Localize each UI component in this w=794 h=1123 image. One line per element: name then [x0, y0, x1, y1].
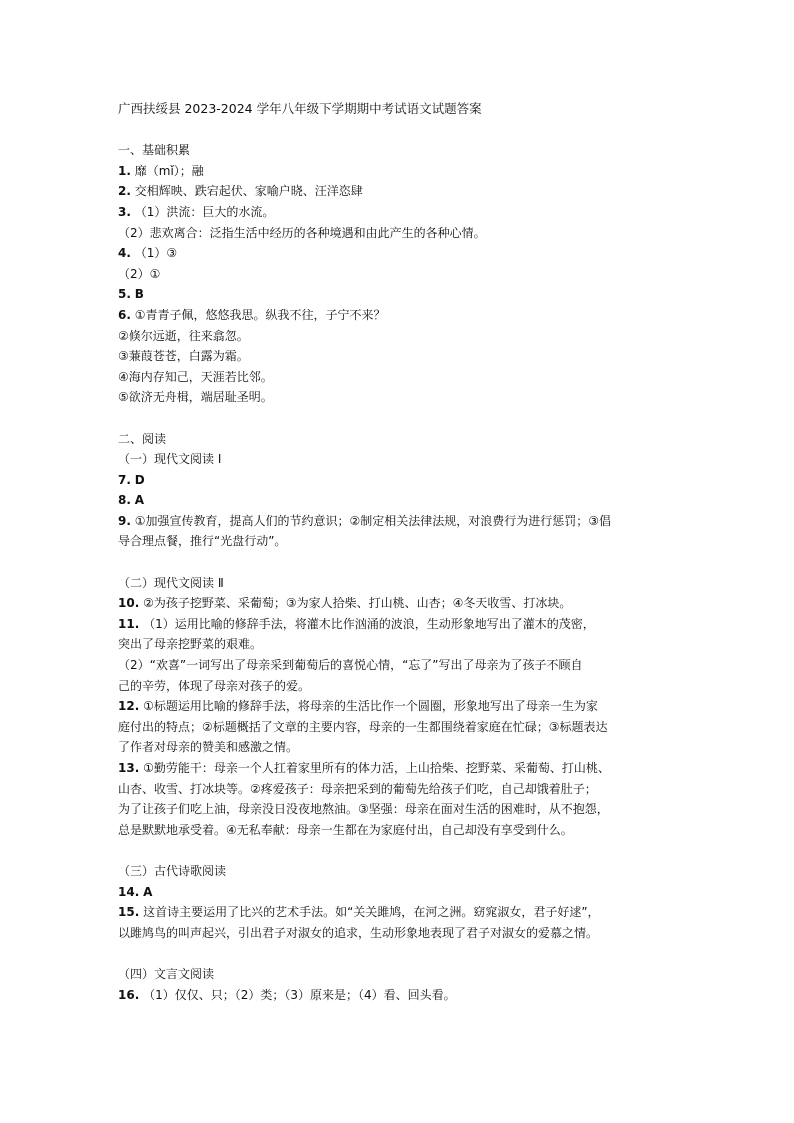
answer-6-line-4: ④海内存知己，天涯若比邻。 — [118, 369, 273, 384]
section-heading-reading: 二、阅读 — [118, 431, 167, 446]
answer-6-line-2: ②倏尔远逝，往来翕忽。 — [118, 328, 249, 343]
answer-9-line-2: 导合理点餐，推行“光盘行动”。 — [118, 534, 287, 549]
answer-13-line-2: 山杏、收雪、打冰块等。②疼爱孩子：母亲把采到的葡萄先给孩子们吃，自己却饿着肚子； — [118, 781, 597, 796]
answer-6-line-3: ③蒹葭苍苍，白露为霜。 — [118, 349, 249, 364]
question-number: 8. — [118, 493, 131, 508]
question-number: 3. — [118, 204, 131, 219]
answer-15-line-2: 以雎鸠鸟的叫声起兴，引出君子对淑女的追求，生动形象地表现了君子对淑女的爱慕之情。 — [118, 925, 599, 940]
answer-text: ②为孩子挖野菜、采葡萄；③为家人拾柴、打山桃、山杏；④冬天收雪、打冰块。 — [143, 596, 572, 611]
question-number: 14. — [118, 884, 140, 899]
answer-12-line-2: 庭付出的特点；②标题概括了文章的主要内容，母亲的一生都围绕着家庭在忙碌；③标题表达 — [118, 719, 608, 734]
answer-7 — [118, 470, 678, 491]
answer-13-line-4: 总是默默地承受着。④无私奉献：母亲一生都在为家庭付出，自己却没有享受到什么。 — [118, 822, 573, 837]
answer-2 — [118, 181, 678, 202]
answer-14 — [118, 882, 678, 903]
spacer — [118, 120, 678, 141]
answer-text: A — [143, 884, 153, 899]
answer-3 — [118, 202, 678, 223]
question-number: 2. — [118, 184, 131, 199]
answer-text: A — [134, 493, 145, 508]
question-number: 11. — [118, 616, 140, 631]
answer-text: ①加强宣传教育，提高人们的节约意识；②制定相关法律法规，对浪费行为进行惩罚；③倡 — [134, 513, 612, 528]
answer-5 — [118, 284, 678, 305]
answer-text: （1）洪流：巨大的水流。 — [134, 204, 275, 219]
answer-text: （1）仅仅、只；（2）类；（3）原来是；（4）看、回头看。 — [143, 987, 456, 1002]
answer-11-line-3: （2）“欢喜”一词写出了母亲采到葡萄后的喜悦心情，“忘了”写出了母亲为了孩子不顾自 — [118, 658, 583, 673]
answer-6-line-5: ⑤欲济无舟楫，端居耻圣明。 — [118, 390, 273, 405]
document-title: 广西扶绥县 2023-2024 学年八年级下学期期中考试语文试题答案 — [118, 101, 482, 116]
answer-4 — [118, 243, 678, 264]
subsection-heading-modern-2: （二）现代文阅读 Ⅱ — [118, 575, 224, 590]
answer-11-line-4: 己的辛劳，体现了母亲对孩子的爱。 — [118, 678, 311, 693]
question-number: 5. — [118, 287, 131, 302]
answer-text: （1）运用比喻的修辞手法，将灌木比作汹涌的波浪，生动形象地写出了灌木的茂密， — [143, 616, 595, 631]
question-number: 10. — [118, 596, 140, 611]
answer-10 — [118, 593, 678, 614]
answer-4-part-2: （2）① — [118, 266, 161, 281]
answer-text: 这首诗主要运用了比兴的艺术手法。如“关关雎鸠，在河之洲。窈窕淑女，君子好逑”， — [143, 905, 600, 920]
question-number: 16. — [118, 987, 140, 1002]
answer-document — [118, 99, 678, 1005]
answer-13-line-3: 为了让孩子们吃上油，母亲没日没夜地熬油。③坚强：母亲在面对生活的困难时，从不抱怨， — [118, 802, 609, 817]
question-number: 1. — [118, 163, 131, 178]
question-number: 7. — [118, 472, 131, 487]
spacer — [118, 943, 678, 964]
answer-16 — [118, 985, 678, 1006]
answer-3-part-2: （2）悲欢离合：泛指生活中经历的各种境遇和由此产生的各种心情。 — [118, 225, 486, 240]
answer-12-line-3: 了作者对母亲的赞美和感激之情。 — [118, 740, 299, 755]
answer-13 — [118, 758, 678, 779]
answer-text: ①标题运用比喻的修辞手法，将母亲的生活比作一个圆圈，形象地写出了母亲一生为家 — [143, 699, 598, 714]
answer-text: ①勤劳能干：母亲一个人扛着家里所有的体力活，上山拾柴、挖野菜、采葡萄、打山桃、 — [143, 761, 610, 775]
answer-9 — [118, 511, 678, 532]
answer-text: （1）③ — [134, 246, 178, 261]
answer-text: B — [134, 287, 144, 302]
subsection-heading-modern-1: （一）现代文阅读 Ⅰ — [118, 452, 222, 467]
answer-1 — [118, 161, 678, 182]
section-heading-basics: 一、基础积累 — [118, 143, 191, 158]
spacer — [118, 552, 678, 573]
answer-text: ①青青子佩，悠悠我思。纵我不往，子宁不来？ — [134, 307, 386, 322]
answer-text: 交相辉映、跌宕起伏、家喻户晓、汪洋恣肆 — [134, 184, 363, 199]
subsection-heading-classical: （四）文言文阅读 — [118, 966, 215, 981]
spacer — [118, 408, 678, 429]
answer-11-line-2: 突出了母亲挖野菜的艰难。 — [118, 637, 263, 652]
answer-12 — [118, 696, 678, 717]
subsection-heading-poetry: （三）古代诗歌阅读 — [118, 863, 227, 878]
spacer — [118, 840, 678, 861]
question-number: 6. — [118, 307, 131, 322]
question-number: 15. — [118, 905, 140, 920]
answer-text: D — [134, 472, 145, 487]
question-number: 9. — [118, 513, 131, 528]
answer-11 — [118, 614, 678, 635]
answer-15 — [118, 902, 678, 923]
answer-text: 靡（mǐ）；融 — [134, 163, 204, 178]
question-number: 12. — [118, 699, 140, 714]
answer-8 — [118, 490, 678, 511]
answer-6 — [118, 305, 678, 326]
question-number: 13. — [118, 761, 140, 775]
question-number: 4. — [118, 246, 131, 261]
